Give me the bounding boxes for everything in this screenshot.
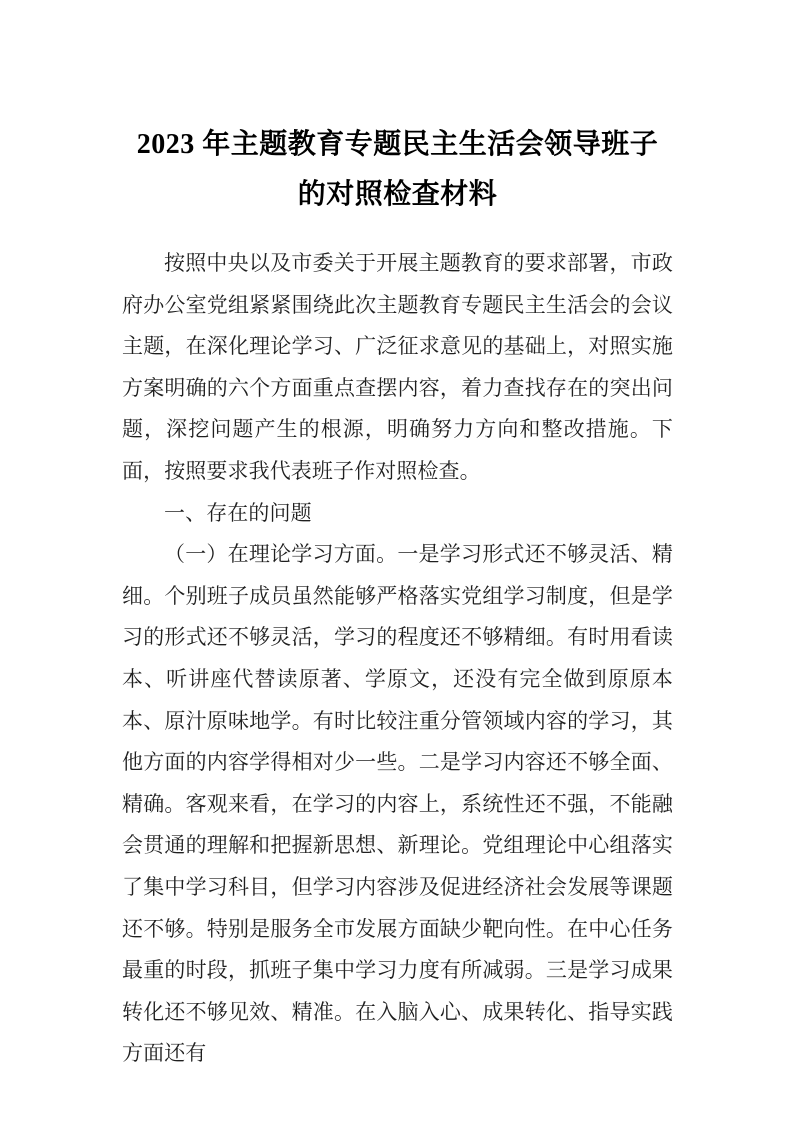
document-title xyxy=(122,120,673,220)
document-title-line-1: 2023 年主题教育专题民主生活会领导班子 xyxy=(136,129,659,160)
document-title-line-2: 的对照检查材料 xyxy=(297,179,498,210)
document-body xyxy=(122,243,673,1075)
section-heading-existing-problems: 一、存在的问题 xyxy=(164,500,312,525)
paragraph-theory-study: （一）在理论学习方面。一是学习形式还不够灵活、精细。个别班子成员虽然能够严格落实党组学习制度，但是学习的形式还不够灵活，学习的程度还不够精细。有时用看读本、听讲座代替读原著、学原文，还没有完全做到原原本本、原汁原味地学。有时比较注重分管领域内容的学习，其他方面的内容学得相对少一些。二是学习内容还不够全面、精确。客观来看，在学习的内容上，系统性还不强，不能融会贯通的理解和把握新思想、新理论。党组理论中心组落实了集中学习科目，但学习内容涉及促进经济社会发展等课题还不够。特别是服务全市发展方面缺少靶向性。在中心任务最重的时段，抓班子集中学习力度有所减弱。三是学习成果转化还不够见效、精准。在入脑入心、成果转化、指导实践方面还有 xyxy=(122,542,673,1066)
paragraph-intro: 按照中央以及市委关于开展主题教育的要求部署，市政府办公室党组紧紧围绕此次主题教育专题民主生活会的会议主题，在深化理论学习、广泛征求意见的基础上，对照实施方案明确的六个方面重点查摆内容，着力查找存在的突出问题，深挖问题产生的根源，明确努力方向和整改措施。下面，按照要求我代表班子作对照检查。 xyxy=(122,251,673,483)
